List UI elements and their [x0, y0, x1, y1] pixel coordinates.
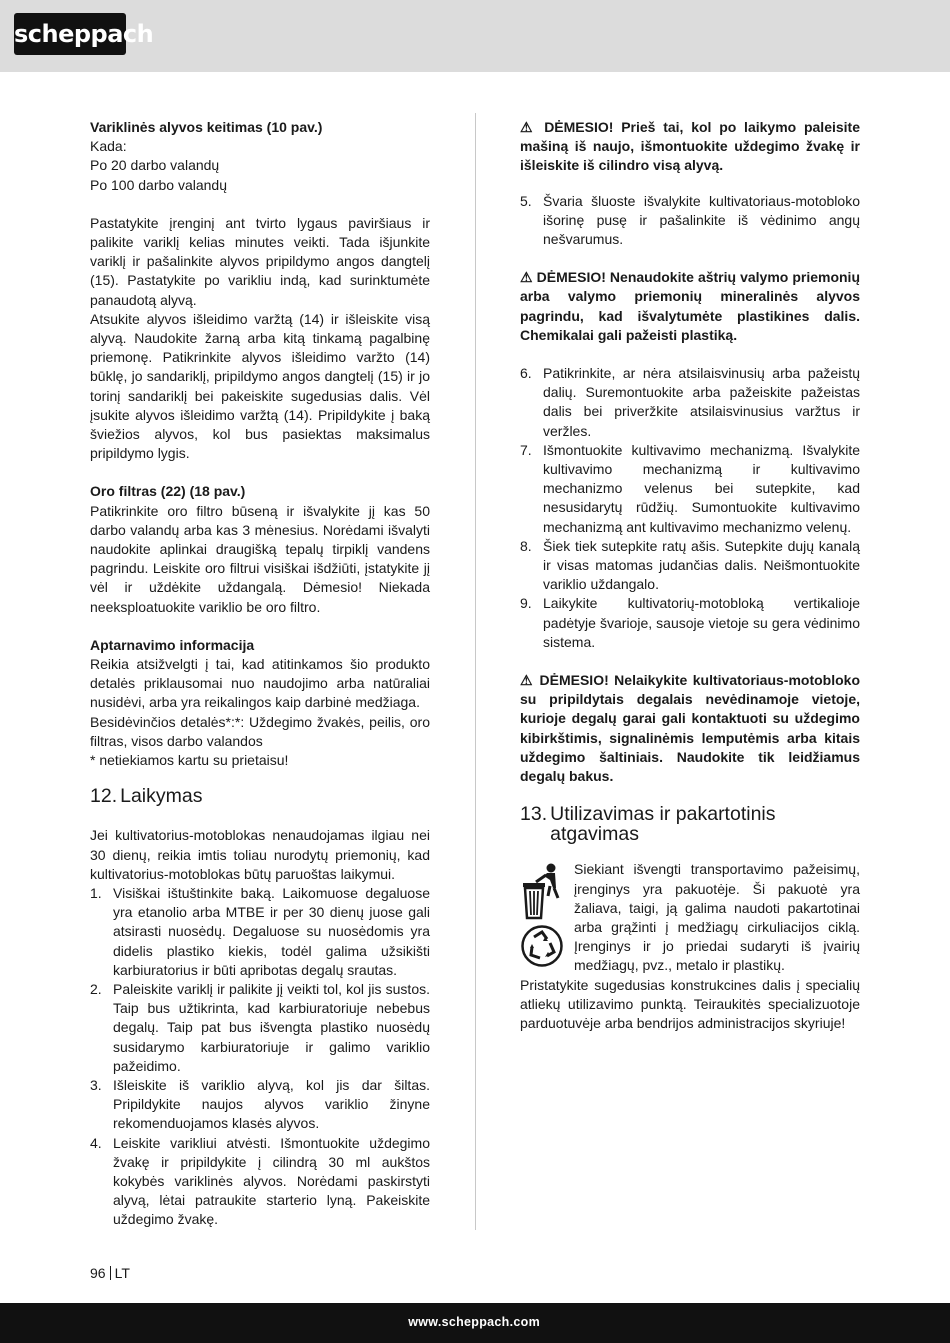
oil-interval-1: Po 20 darbo valandų [90, 157, 220, 174]
page-number [90, 1265, 130, 1281]
storage-steps-list-cont-2 [520, 364, 860, 652]
trash-bin-icon [520, 862, 564, 920]
oil-change-paragraph-1: Pastatykite įrenginį ant tvirto lygaus paviršiaus ir palikite variklį kelias minutes veikti. Tada išjunkite variklį ir pašalinkite alyvos pripildymo angos dangtelį (15). Pastatykite po varikliu indą, kad surinktumėte panaudotą alyvą. [90, 214, 430, 308]
page-language: LT [114, 1265, 130, 1281]
scheppach-logo: scheppach [14, 13, 126, 55]
oil-change-paragraph-2: Atsukite alyvos išleidimo varžtą (14) ir išleiskite visą alyvą. Naudokite žarną arba kitą tinkamą pagalbinę priemonę. Patikrinkite alyvos išleidimo varžto (14) būklę, jo sandariklį, pripildymo angos dangtelį (15) ir jo torinį sandariklį bei pakeiskite sugedusias dalis. Vėl įsukite alyvos išleidimo varžtą (14). Pripildykite į baką šviežios alyvos, kol bus pasiektas maksimalus pripildymo lygis. [90, 310, 430, 462]
left-column [90, 118, 430, 1230]
list-item: 9. Laikykite kultivatorių-motobloką vertikalioje padėtyje švarioje, sausoje vietoje su gera vėdinimo sistema. [520, 595, 860, 650]
recycling-paragraph-2: Pristatykite sugedusias konstrukcines dalis į specialių atliekų utilizavimo punktą. Teiraukitės specializuotoje parduotuvėje arba bendrijos administracijos skyriuje! [520, 976, 860, 1031]
website-url: www.scheppach.com [408, 1315, 540, 1329]
warning-cleaning-agents: ⚠ DĖMESIO! Nenaudokite aštrių valymo priemonių arba valymo priemonių mineralinės alyvos pagrindu, kad išvalytumėte plastikines dalis. Chemikalai gali pažeisti plastiką. [520, 269, 860, 343]
list-item: 8. Šiek tiek sutepkite ratų ašis. Sutepkite dujų kanalą ir visas matomas judančias dalis. Neišmontuokite variklio uždangalo. [520, 537, 860, 593]
service-info-title: Aptarnavimo informacija [90, 636, 255, 653]
storage-heading [90, 786, 430, 806]
page-number-value: 96 [90, 1265, 106, 1281]
storage-steps-list [90, 884, 430, 1230]
storage-steps-list-cont [520, 192, 860, 250]
wear-parts-list: Besidėvinčios detalės*:*: Uždegimo žvakės, peilis, oro filtras, visos darbo valandos [90, 713, 430, 749]
oil-change-when: Kada: [90, 138, 127, 155]
recycling-paragraph-1: Siekiant išvengti transportavimo pažeisimų, įrenginys yra pakuotėje. Ši pakuotė yra žaliava, taigi, ją galima naudoti pakartotinai arba grąžinti į medžiagų cirkuliacijos ciklą. Įrenginys ir jo priedai sudaryti iš įvairių medžiagų, pvz., metalo ir plastikų. [574, 861, 860, 974]
wear-parts-note: * netiekiamos kartu su prietaisu! [90, 752, 289, 769]
list-item: 7. Išmontuokite kultivavimo mechanizmą. Išvalykite kultivavimo mechanizmą ir kultivavimo mechanizmo velenus bei sutepkite, kad nesusidarytų rūdžių. Sumontuokite kultivavimo mechanizmą ant kultivavimo mechanizmo velenų. [520, 441, 860, 535]
list-item: 1. Visiškai ištuštinkite baką. Laikomuose degaluose yra etanolio arba MTBE ir per 30 dienų juose gali atsirasti nuosėdų. Degaluose su nuosėdomis yra didelis plastiko kiekis, todėl galima užsikišti karbiuratorius ir būti apribotas degalų srautas. [90, 884, 430, 978]
warning-fuel-storage: ⚠ DĖMESIO! Nelaikykite kultivatoriaus-motobloko su pripildytais degalais nevėdinamoje vietoje, kurioje degalų garai gali kontaktuoti su uždegimo kibirkštimis, signalinėmis lemputėmis arba kitais uždegimo šaltiniais. Naudokite tik leidžiamus degalų bakus. [520, 672, 860, 785]
recycling-heading-number: 13. [520, 803, 548, 826]
warning-before-restart: ⚠ DĖMESIO! Prieš tai, kol po laikymo paleisite mašiną iš naujo, išmontuokite uždegimo žvakę ir išleiskite iš cilindro visą alyvą. [520, 119, 860, 174]
page-footer [0, 1303, 950, 1343]
recycling-heading [520, 804, 860, 844]
service-info-paragraph: Reikia atsižvelgti į tai, kad atitinkamos šio produkto detalės priklausomai nuo naudojimo arba natūraliai nusidėvi, arba yra reikalingos kaip darbinė medžiaga. [90, 656, 430, 711]
recycling-heading-line-1: Utilizavimas ir pakartotinis [550, 803, 776, 826]
storage-heading-text: Laikymas [120, 785, 203, 808]
column-divider [475, 113, 476, 1230]
list-item: 6. Patikrinkite, ar nėra atsilaisvinusių arba pažeistų dalių. Suremontuokite arba pažeiskite pažeistas dalis bei priveržkite atsilaisvinusius varžtus ir veržles. [520, 365, 860, 439]
list-item: 3. Išleiskite iš variklio alyvą, kol jis dar šiltas. Pripildykite naujos alyvos variklio žinyne rekomenduojamos klasės alyvos. [90, 1076, 430, 1132]
page-header [0, 0, 950, 72]
list-item: 2. Paleiskite variklį ir palikite jį veikti tol, kol jis sustos. Taip bus užtikrinta, kad karbiuratoriuje nebebus degalų. Taip pat bus išvengta plastiko nuosėdų susidarymo karbiuratoriuje ir galimo variklio pažeidimo. [90, 980, 430, 1074]
storage-intro: Jei kultivatorius-motoblokas nenaudojamas ilgiau nei 30 dienų, reikia imtis toliau nurodytų priemonių, kad kultivatorius-motoblokas būtų paruoštas laikymui. [90, 827, 430, 882]
storage-heading-number: 12. [90, 785, 118, 808]
air-filter-title: Oro filtras (22) (18 pav.) [90, 483, 246, 500]
oil-change-title: Variklinės alyvos keitimas (10 pav.) [90, 119, 323, 135]
list-item: 5. Švaria šluoste išvalykite kultivatoriaus-motobloko išorinę pusę ir pašalinkite iš vėdinimo angų nešvarumus. [520, 192, 860, 248]
recycling-section [520, 860, 860, 1033]
recycling-icons [520, 862, 564, 968]
right-column [520, 118, 860, 1033]
recycle-icon [520, 924, 564, 968]
oil-interval-2: Po 100 darbo valandų [90, 176, 227, 193]
recycling-heading-line-2: atgavimas [550, 823, 639, 846]
list-item: 4. Leiskite varikliui atvėsti. Išmontuokite uždegimo žvakę ir pripildykite į cilindrą 30 ml aukštos kokybės variklinės alyvos. Norėdami paskirstyti alyvą, lėtai patraukite starterio lyną. Pakeiskite uždegimo žvakę. [90, 1134, 430, 1228]
page-number-separator [110, 1266, 111, 1280]
air-filter-paragraph: Patikrinkite oro filtro būseną ir išvalykite jį kas 50 darbo valandų arba kas 3 mėnesius. Norėdami išvalyti naudokite aplinkai draugišką tepalų tirpiklį vandens pagrindu. Leiskite oro filtrui visiškai išdžiūti, įstatykite jį vėl ir uždėkite uždangalą. Dėmesio! Niekada neeksploatuokite variklio be oro filtro. [90, 502, 430, 615]
